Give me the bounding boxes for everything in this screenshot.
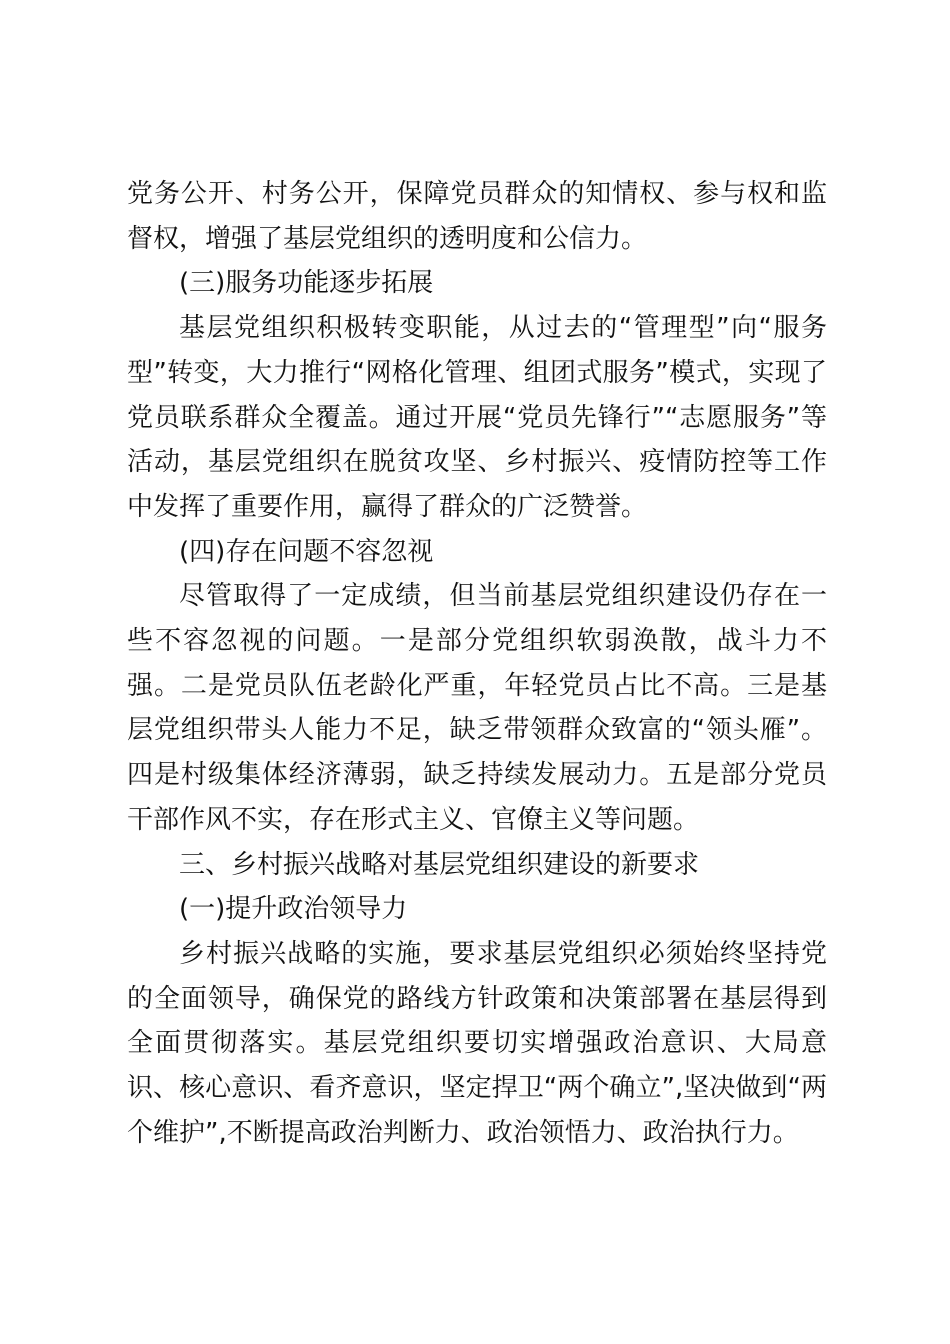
document-body (127, 172, 827, 1155)
paragraph-continuation: 党务公开、村务公开，保障党员群众的知情权、参与权和监督权，增强了基层党组织的透明度和公信力。 (127, 179, 827, 254)
section-heading-service-function: (三)服务功能逐步拓展 (179, 268, 434, 299)
paragraph-existing-problems: 尽管取得了一定成绩，但当前基层党组织建设仍存在一些不容忽视的问题。一是部分党组织软弱涣散，战斗力不强。二是党员队伍老龄化严重，年轻党员占比不高。三是基层党组织带头人能力不足，缺乏带领群众致富的“领头雁”。四是村级集体经济薄弱，缺乏持续发展动力。五是部分党员干部作风不实，存在形式主义、官僚主义等问题。 (127, 581, 827, 835)
section-heading-existing-problems: (四)存在问题不容忽视 (179, 536, 434, 567)
paragraph-political-leadership: 乡村振兴战略的实施，要求基层党组织必须始终坚持党的全面领导，确保党的路线方针政策和决策部署在基层得到全面贯彻落实。基层党组织要切实增强政治意识、大局意识、核心意识、看齐意识，坚定捍卫“两个确立”,坚决做到“两个维护”,不断提高政治判断力、政治领悟力、政治执行力。 (127, 938, 827, 1148)
chapter-heading-new-requirements: 三、乡村振兴战略对基层党组织建设的新要求 (179, 849, 700, 880)
section-heading-political-leadership: (一)提升政治领导力 (179, 894, 408, 925)
paragraph-service-function: 基层党组织积极转变职能，从过去的“管理型”向“服务型”转变，大力推行“网格化管理、组团式服务”模式，实现了党员联系群众全覆盖。通过开展“党员先锋行”“志愿服务”等活动，基层党组织在脱贫攻坚、乡村振兴、疫情防控等工作中发挥了重要作用，赢得了群众的广泛赞誉。 (127, 313, 827, 522)
